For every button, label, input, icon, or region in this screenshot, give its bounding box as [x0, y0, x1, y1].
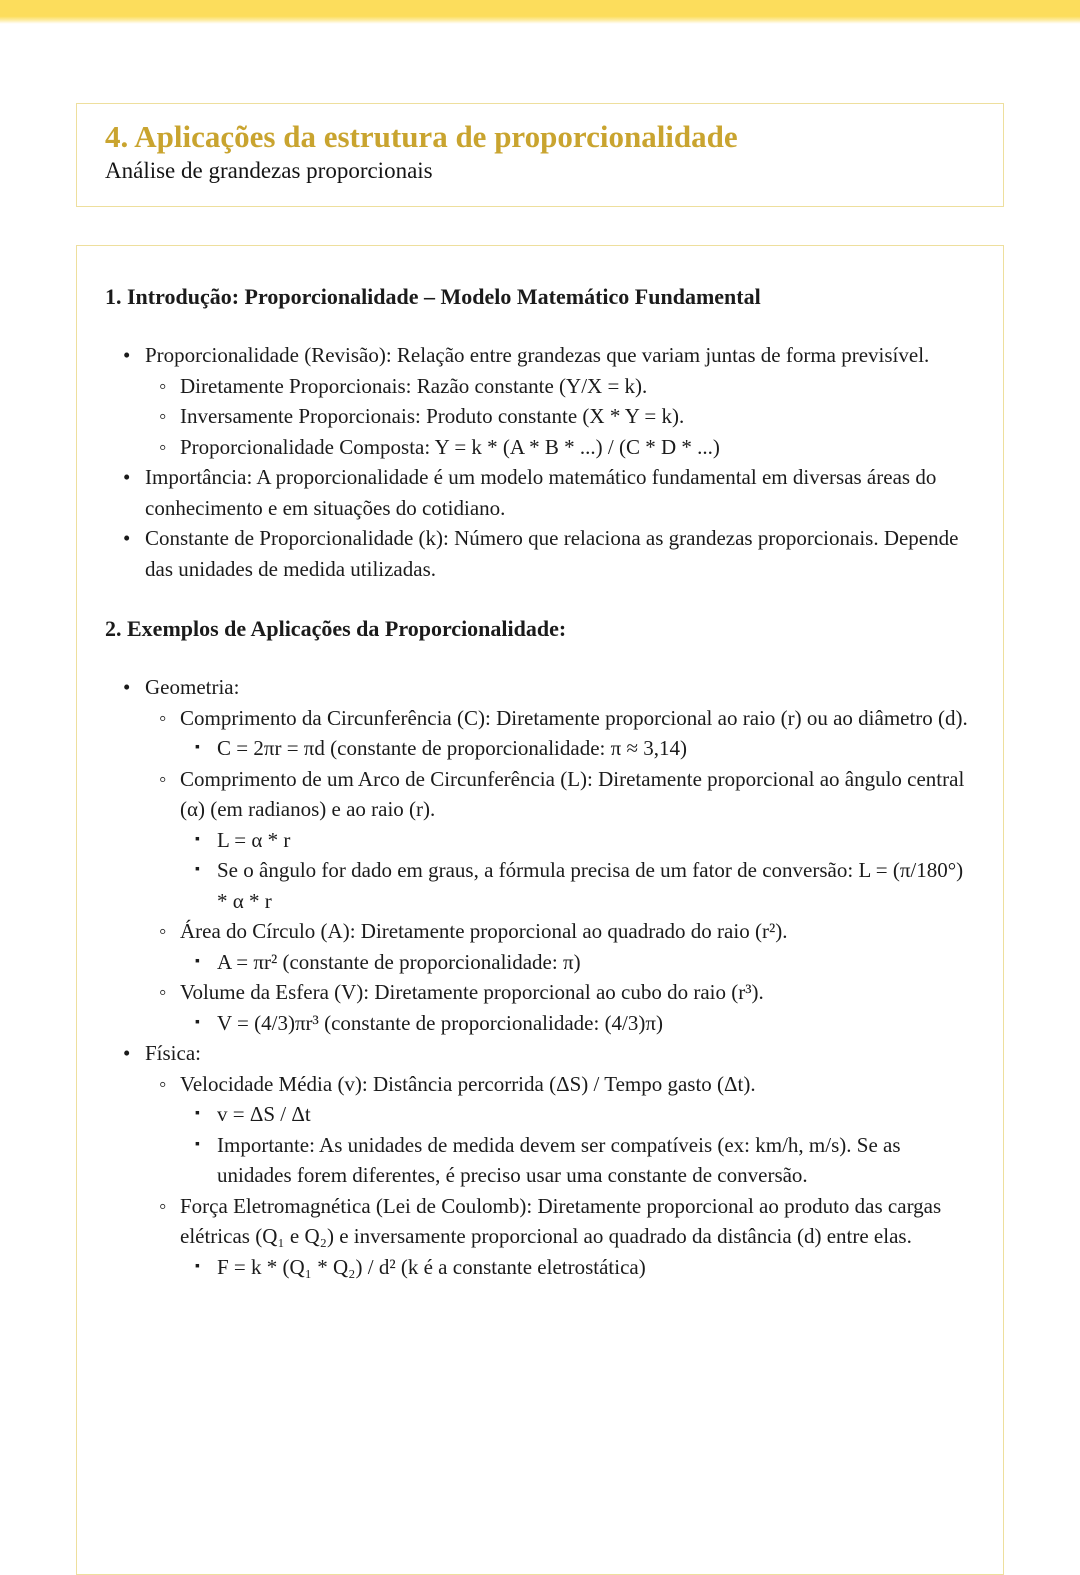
formula-text: L = α * r [217, 827, 291, 852]
page-subtitle: Análise de grandezas proporcionais [105, 158, 433, 183]
formula-list [180, 1008, 973, 1039]
formula-item [180, 1099, 973, 1130]
list-item-text: Força Eletromagnética (Lei de Coulomb): Diretamente proporcional ao produto das cargas elétricas (Q₁ e Q₂) e inversamente proporcional ao quadrado da distância (d) entre elas. [180, 1193, 942, 1248]
content-card [76, 245, 1004, 1575]
list-item-text: Comprimento de um Arco de Circunferência (L): Diretamente proporcional ao ângulo central (α) (em radianos) e ao raio (r). [180, 766, 965, 821]
list-item-text: Proporcionalidade Composta: Y = k * (A * B * ...) / (C * D * ...) [180, 434, 720, 459]
formula-text: Importante: As unidades de medida devem ser compatíveis (ex: km/h, m/s). Se as unidades forem diferentes, é preciso usar uma constante de conversão. [217, 1132, 901, 1187]
formula-text: V = (4/3)πr³ (constante de proporcionalidade: (4/3)π) [217, 1010, 663, 1035]
list-item [145, 1069, 973, 1191]
list-item [145, 1191, 973, 1283]
list-item-geometria [105, 672, 973, 1038]
section-1-heading: 1. Introdução: Proporcionalidade – Modelo Matemático Fundamental [105, 284, 761, 309]
formula-text: Se o ângulo for dado em graus, a fórmula precisa de um fator de conversão: L = (π/180°) * α * r [217, 858, 964, 913]
top-accent-band [0, 0, 1080, 24]
list-item [145, 371, 973, 402]
formula-list [180, 1252, 973, 1283]
formula-item [180, 1252, 973, 1283]
formula-list [180, 1099, 973, 1191]
formula-list [180, 733, 973, 764]
formula-text: F = k * (Q₁ * Q₂) / d² (k é a constante eletrostática) [217, 1254, 646, 1279]
list-item-text: Volume da Esfera (V): Diretamente proporcional ao cubo do raio (r³). [180, 980, 764, 1004]
group-label: Física: [145, 1041, 201, 1065]
formula-item [180, 1008, 973, 1039]
formula-text: A = πr² (constante de proporcionalidade: π) [217, 949, 581, 974]
list-item [105, 340, 973, 462]
section-1-list [105, 340, 973, 584]
list-item [145, 401, 973, 432]
list-item-text: Constante de Proporcionalidade (k): Número que relaciona as grandezas proporcionais. Depende das unidades de medida utilizadas. [145, 526, 959, 581]
formula-list [180, 947, 973, 978]
list-item [145, 764, 973, 917]
formula-item [180, 947, 973, 978]
list-item-fisica [105, 1038, 973, 1282]
section-2-list [105, 672, 973, 1282]
list-item-text: Inversamente Proporcionais: Produto constante (X * Y = k). [180, 404, 685, 428]
list-item-text: Comprimento da Circunferência (C): Diretamente proporcional ao raio (r) ou ao diâmetro (d). [180, 705, 968, 730]
formula-item [180, 1130, 973, 1191]
list-item [105, 462, 973, 523]
list-item-text: Área do Círculo (A): Diretamente proporcional ao quadrado do raio (r²). [180, 919, 788, 943]
list-item-text: Velocidade Média (v): Distância percorrida (ΔS) / Tempo gasto (Δt). [180, 1071, 756, 1096]
formula-item [180, 855, 973, 916]
title-card [76, 103, 1004, 207]
formula-list [180, 825, 973, 917]
list-item [105, 523, 973, 584]
sub-list [145, 371, 973, 463]
sub-list [145, 703, 973, 1039]
formula-text: C = 2πr = πd (constante de proporcionalidade: π ≈ 3,14) [217, 736, 687, 760]
list-item [145, 432, 973, 463]
formula-item [180, 733, 973, 764]
list-item [145, 916, 973, 977]
section-2-heading: 2. Exemplos de Aplicações da Proporcionalidade: [105, 616, 567, 641]
list-item [145, 703, 973, 764]
formula-item [180, 825, 973, 856]
list-item-text: Proporcionalidade (Revisão): Relação entre grandezas que variam juntas de forma previsível. [145, 343, 930, 367]
group-label: Geometria: [145, 675, 240, 699]
list-item-text: Importância: A proporcionalidade é um modelo matemático fundamental em diversas áreas do conhecimento e em situações do cotidiano. [145, 465, 937, 520]
sub-list [145, 1069, 973, 1283]
list-item-text: Diretamente Proporcionais: Razão constante (Y/X = k). [180, 373, 648, 398]
page-title: 4. Aplicações da estrutura de proporcionalidade [105, 119, 738, 154]
formula-text: v = ΔS / Δt [217, 1102, 311, 1126]
list-item [145, 977, 973, 1038]
